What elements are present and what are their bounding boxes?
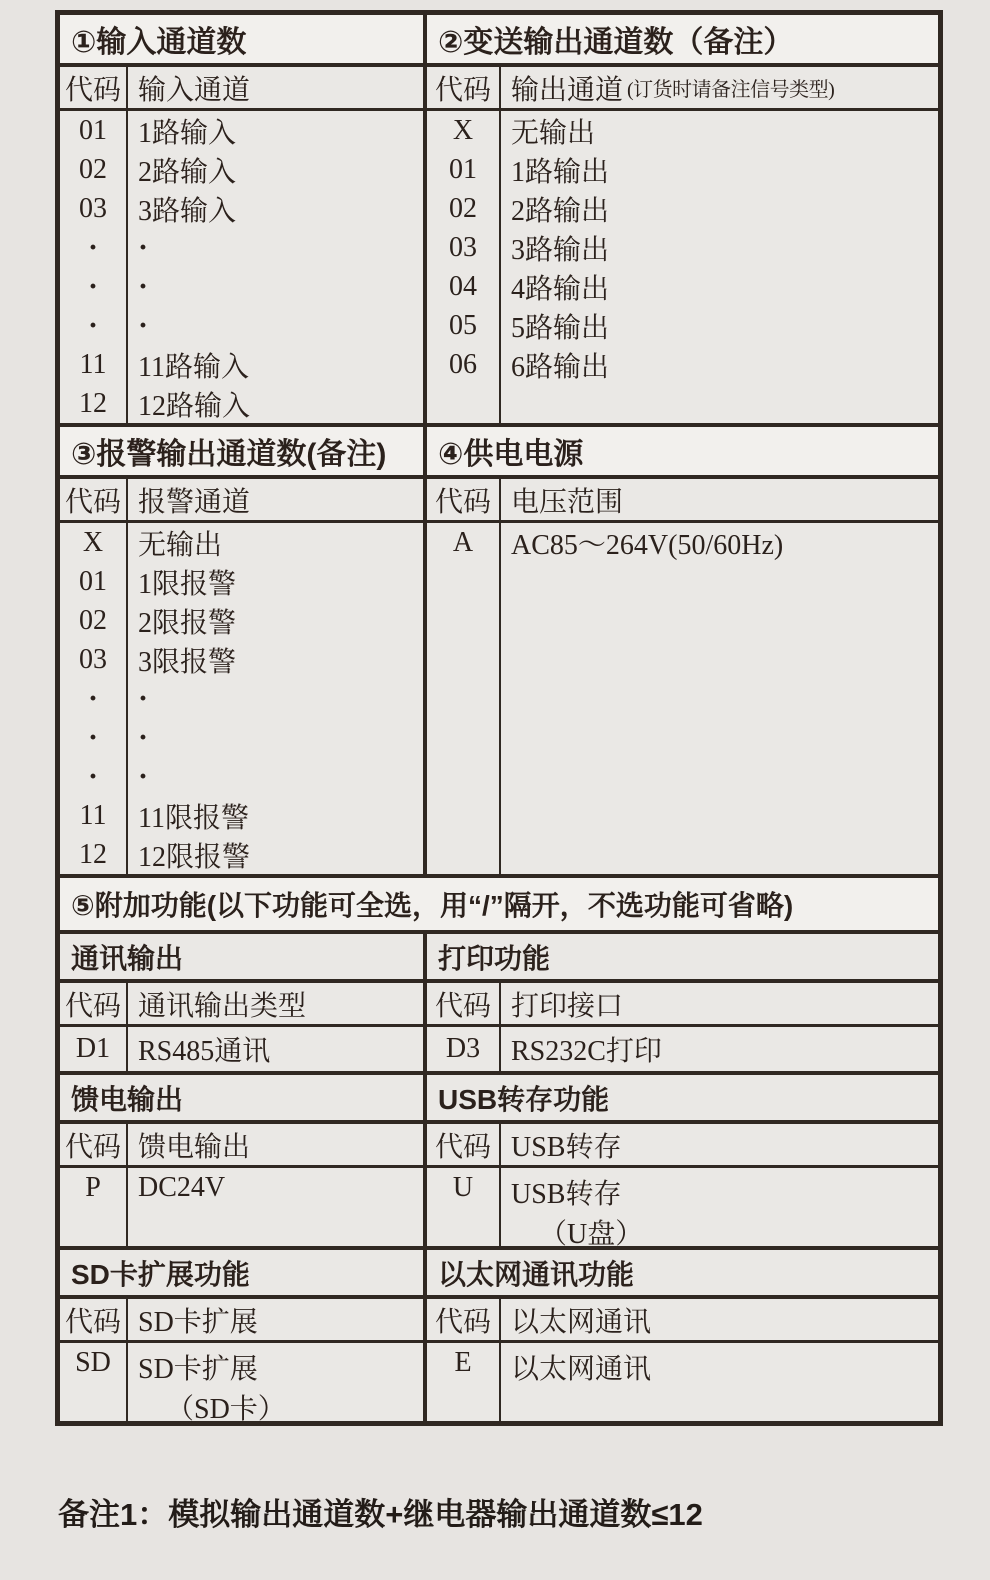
code-cell: 01 <box>60 562 128 601</box>
section-alarm-title: ③报警输出通道数(备注) <box>71 438 387 471</box>
transmit-rows <box>423 111 938 423</box>
desc-cell: 2限报警 <box>138 607 237 639</box>
desc-cell: 2路输出 <box>511 195 610 227</box>
table-row <box>427 150 938 189</box>
code-cell: 11 <box>60 796 128 835</box>
table-row <box>427 267 938 306</box>
desc-cell: 3限报警 <box>138 646 237 678</box>
code-cell: 03 <box>427 228 501 267</box>
group-usb-title: USB转存功能 <box>423 1075 938 1120</box>
desc-cell: 3路输入 <box>138 195 237 227</box>
group-print-title: 打印功能 <box>423 934 938 979</box>
table-row <box>427 345 938 384</box>
code-cell: 02 <box>60 150 128 189</box>
table-row <box>60 796 423 835</box>
ellipsis-row <box>60 718 423 757</box>
section-transmit-title: ②变送输出通道数（备注） <box>423 15 938 63</box>
code-cell: 12 <box>60 384 128 423</box>
alarm-rows <box>60 523 423 874</box>
empty-row <box>427 562 938 874</box>
code-cell: 01 <box>60 111 128 150</box>
desc-cell: · <box>138 759 149 793</box>
table-row <box>60 1027 423 1071</box>
desc-cell: 6路输出 <box>511 351 610 383</box>
column-header-desc: 报警通道 <box>138 486 251 518</box>
section-extra-title: ⑤附加功能(以下功能可全选，用“/”隔开，不选功能可省略) <box>60 878 938 934</box>
table-row <box>60 384 423 423</box>
column-header-desc: 通讯输出类型 <box>138 990 307 1022</box>
desc-cell: 以太网通讯 <box>511 1354 652 1385</box>
code-cell: 11 <box>60 345 128 384</box>
section-power-title: ④供电电源 <box>423 427 938 475</box>
code-cell: · <box>60 679 128 718</box>
table-row <box>60 1168 423 1246</box>
column-header-desc: 打印接口 <box>511 990 624 1022</box>
code-cell: 02 <box>60 601 128 640</box>
group-ethernet-title: 以太网通讯功能 <box>423 1250 938 1295</box>
table-row <box>427 1168 938 1250</box>
code-cell: SD <box>60 1343 128 1421</box>
ellipsis-row <box>60 267 423 306</box>
column-header-desc: USB转存 <box>511 1131 622 1163</box>
section-input-title: ①输入通道数 <box>71 26 247 59</box>
code-cell: · <box>60 718 128 757</box>
column-header-desc: 以太网通讯 <box>511 1306 652 1338</box>
desc-cell: AC85～264V(50/60Hz) <box>511 529 784 561</box>
column-header-code: 代码 <box>427 1124 501 1165</box>
desc-cell: DC24V <box>138 1172 226 1203</box>
code-cell: 02 <box>427 189 501 228</box>
desc-cell: RS232C打印 <box>511 1036 662 1067</box>
desc-cell: 1路输出 <box>511 156 610 188</box>
code-cell <box>427 384 501 423</box>
code-cell: 03 <box>60 189 128 228</box>
input-rows <box>60 111 423 423</box>
table-row <box>60 640 423 679</box>
empty-row <box>427 384 938 423</box>
table-row <box>60 150 423 189</box>
column-header-code: 代码 <box>427 479 501 520</box>
column-header-code: 代码 <box>60 1299 128 1340</box>
column-header-desc: 输入通道 <box>138 74 251 106</box>
column-header-code: 代码 <box>60 479 128 520</box>
band-extra-functions <box>60 878 938 1425</box>
code-cell: D3 <box>427 1027 501 1071</box>
code-cell: 06 <box>427 345 501 384</box>
table-row <box>427 111 938 150</box>
table-row <box>427 306 938 345</box>
desc-cell: 5路输出 <box>511 312 610 344</box>
desc-cell: 无输出 <box>511 117 596 149</box>
desc-cell <box>501 1168 938 1250</box>
desc-cell: 1限报警 <box>138 568 237 600</box>
code-cell: X <box>60 523 128 562</box>
column-header-desc: 馈电输出 <box>138 1131 251 1163</box>
code-cell: 01 <box>427 150 501 189</box>
column-header-desc: SD卡扩展 <box>138 1306 258 1338</box>
desc-cell: 2路输入 <box>138 156 237 188</box>
desc-cell: RS485通讯 <box>138 1036 271 1067</box>
group-sd-title: SD卡扩展功能 <box>71 1258 250 1290</box>
code-cell: 03 <box>60 640 128 679</box>
ellipsis-row <box>60 228 423 267</box>
table-row <box>427 189 938 228</box>
code-cell: 04 <box>427 267 501 306</box>
code-cell: E <box>427 1343 501 1421</box>
column-header-code: 代码 <box>60 1124 128 1165</box>
column-header-desc-text: 输出通道 <box>511 74 624 106</box>
code-cell: A <box>427 523 501 562</box>
column-header-code: 代码 <box>427 983 501 1024</box>
ellipsis-row <box>60 757 423 796</box>
column-header-desc: 电压范围 <box>511 486 624 518</box>
table-row <box>60 835 423 874</box>
desc-cell: · <box>138 720 149 754</box>
code-cell: X <box>427 111 501 150</box>
code-cell: · <box>60 228 128 267</box>
code-cell <box>427 562 501 874</box>
table-row <box>60 111 423 150</box>
desc-cell: 无输出 <box>138 529 223 561</box>
column-header-code: 代码 <box>427 1299 501 1340</box>
desc-cell: 1路输入 <box>138 117 237 149</box>
desc-cell: · <box>138 230 149 264</box>
desc-cell <box>501 384 938 423</box>
table-row <box>427 228 938 267</box>
band-alarm-power <box>60 427 938 878</box>
table-row <box>60 601 423 640</box>
desc-cell: 12路输入 <box>138 390 251 422</box>
table-row <box>60 345 423 384</box>
footnote: 备注1：模拟输出通道数+继电器输出通道数≤12 <box>58 1497 703 1532</box>
table-row <box>427 523 938 562</box>
column-header-code: 代码 <box>60 983 128 1024</box>
code-cell: · <box>60 306 128 345</box>
table-row <box>60 1343 423 1425</box>
desc-cell: 3路输出 <box>511 234 610 266</box>
desc-line-1: USB转存 <box>511 1179 622 1210</box>
desc-cell <box>128 1343 423 1425</box>
desc-cell <box>501 562 938 874</box>
code-cell: P <box>60 1168 128 1246</box>
code-cell: · <box>60 267 128 306</box>
desc-line-2: （U盘） <box>539 1219 644 1250</box>
table-row <box>60 189 423 228</box>
power-rows <box>423 523 938 874</box>
table-row <box>60 562 423 601</box>
code-cell: 12 <box>60 835 128 874</box>
table-row <box>427 1343 938 1421</box>
group-feed-title: 馈电输出 <box>71 1083 184 1115</box>
desc-cell: 11限报警 <box>138 802 249 834</box>
desc-cell: 4路输出 <box>511 273 610 305</box>
desc-cell: 11路输入 <box>138 351 249 383</box>
column-header-code: 代码 <box>60 67 128 108</box>
order-guide-table <box>55 10 943 1426</box>
column-header-code: 代码 <box>427 67 501 108</box>
desc-line-1: SD卡扩展 <box>138 1354 258 1385</box>
table-row <box>60 523 423 562</box>
code-cell: D1 <box>60 1027 128 1071</box>
code-cell: 05 <box>427 306 501 345</box>
desc-cell: · <box>138 308 149 342</box>
code-cell: U <box>427 1168 501 1246</box>
desc-line-2: （SD卡） <box>166 1394 286 1425</box>
column-header-desc-note: (订货时请备注信号类型) <box>627 79 835 101</box>
desc-cell: 12限报警 <box>138 841 251 873</box>
ellipsis-row <box>60 679 423 718</box>
band-input-transmit <box>60 15 938 427</box>
code-cell: · <box>60 757 128 796</box>
group-comm-title: 通讯输出 <box>71 942 184 974</box>
desc-cell: · <box>138 681 149 715</box>
desc-cell: · <box>138 269 149 303</box>
ellipsis-row <box>60 306 423 345</box>
column-header-desc <box>501 67 938 108</box>
table-row <box>427 1027 938 1071</box>
